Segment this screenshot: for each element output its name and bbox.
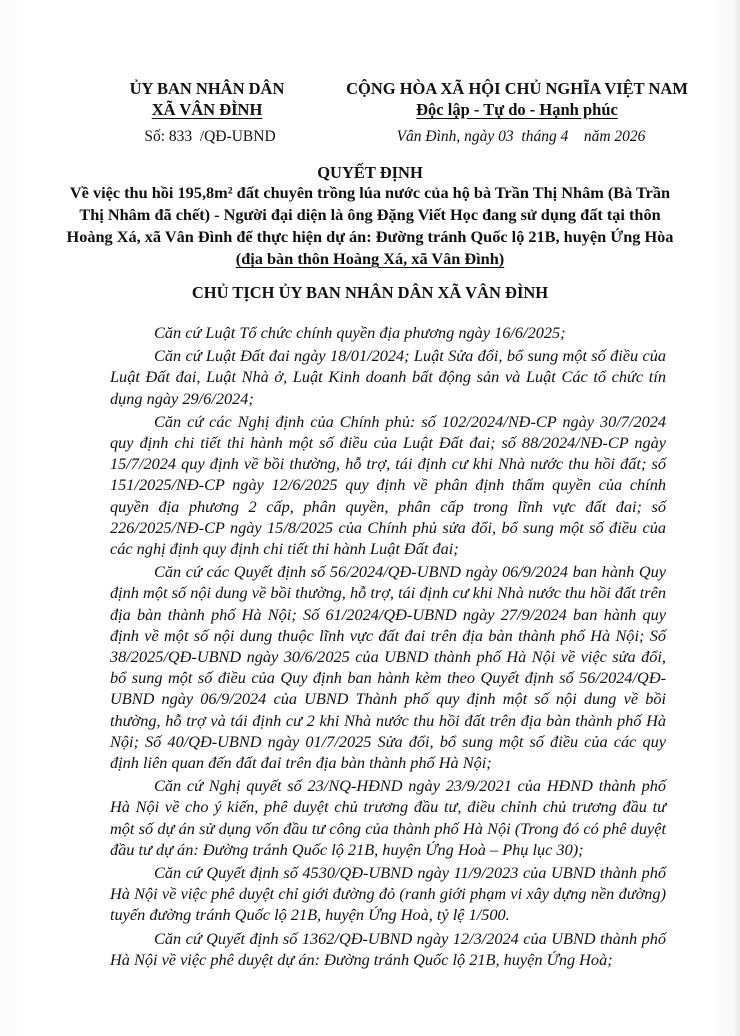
subject-location-note: (địa bàn thôn Hoàng Xá, xã Vân Đình) [235,249,505,268]
issuing-authority: CHỦ TỊCH ỦY BAN NHÂN DÂN XÃ VÂN ĐÌNH [191,283,549,302]
agency-line-2: XÃ VÂN ĐÌNH [151,100,263,119]
country-name: CỘNG HÒA XÃ HỘI CHỦ NGHĨA VIỆT NAM [346,79,688,98]
document-title: QUYẾT ĐỊNH [317,163,423,182]
legal-basis-paragraph: Căn cứ các Nghị định của Chính phủ: số 102/2024/NĐ-CP ngày 30/7/2024 quy định chi tiết thi hành một số điều của Luật Đất đai; số 88/2024/NĐ-CP ngày 15/7/2024 quy định về bồi thường, hỗ trợ, tái định cư khi Nhà nước thu hồi đất; số 151/2025/NĐ-CP ngày 12/6/2025 quy định về phân định thẩm quyền của chính quyền địa phương 2 cấp, phân quyền, phân cấp trong lĩnh vực đất đai; số 226/2025/NĐ-CP ngày 15/8/2025 của Chính phủ sửa đổi, bổ sung một số điều của các nghị định quy định chi tiết thi hành Luật Đất đai; [110,411,666,559]
document-number: Số: 833 /QĐ-UBND [144,128,276,145]
legal-basis-paragraph: Căn cứ Luật Đất đai ngày 18/01/2024; Luật Sửa đổi, bổ sung một số điều của Luật Đất đai, Luật Nhà ở, Luật Kinh doanh bất động sản và Luật Các tổ chức tín dụng ngày 29/6/2024; [110,346,666,408]
legal-basis-paragraph: Căn cứ các Quyết định số 56/2024/QĐ-UBND ngày 06/9/2024 ban hành Quy định một số nội dung về bồi thường, hỗ trợ, tái định cư khi Nhà nước thu hồi đất trên địa bàn thành phố Hà Nội; Số 61/2024/QĐ-UBND ngày 27/9/2024 ban hành quy định về một số nội dung thuộc lĩnh vực đất đai trên địa bàn thành phố Hà Nội; Số 38/2025/QĐ-UBND ngày 30/6/2025 của UBND thành phố Hà Nội về việc sửa đổi, bổ sung một số điều của Quy định ban hành kèm theo Quyết định số 56/2024/QĐ-UBND ngày 06/9/2024 của UBND Thành phố quy định một số nội dung về bồi thường, hỗ trợ và tái định cư 2 khi Nhà nước thu hồi đất trên địa bàn thành phố Hà Nội; Số 40/QĐ-UBND ngày 01/7/2025 Sửa đổi, bổ sung một số điều của các quy định liên quan đến đất đai trên địa bàn thành phố Hà Nội; [110,562,666,773]
legal-basis-paragraph: Căn cứ Quyết định số 1362/QĐ-UBND ngày 12/3/2024 của UBND thành phố Hà Nội về việc phê duyệt dự án: Đường tránh Quốc lộ 21B, huyện Ứng Hoà; [110,928,666,969]
subject-text: Về việc thu hồi 195,8m² đất chuyên trồng lúa nước của hộ bà Trần Thị Nhâm (Bà Trần Thị Nhâm đã chết) - Người đại diện là ông Đặng Viết Học đang sử dụng đất tại thôn Hoàng Xá, xã Vân Đình để thực hiện dự án: Đường tránh Quốc lộ 21B, huyện Ứng Hòa [66,183,674,246]
legal-basis-section [110,322,666,972]
document-subject [60,182,680,270]
national-heading [318,78,716,120]
legal-basis-paragraph: Căn cứ Nghị quyết số 23/NQ-HĐND ngày 23/9/2021 của HĐND thành phố Hà Nội về cho ý kiến, phê duyệt chủ trương đầu tư, điều chỉnh chủ trương đầu tư một số dự án sử dụng vốn đầu tư công của thành phố Hà Nội (Trong đó có phê duyệt đầu tư dự án: Đường tránh Quốc lộ 21B, huyện Ứng Hoà – Phụ lục 30); [110,776,666,859]
document-date: Vân Đình, ngày 03 tháng 4 năm 2026 [396,128,646,145]
issuing-agency [92,78,322,120]
legal-basis-paragraph: Căn cứ Luật Tổ chức chính quyền địa phương ngày 16/6/2025; [154,323,566,342]
legal-basis-paragraph: Căn cứ Quyết định số 4530/QĐ-UBND ngày 11/9/2023 của UBND thành phố Hà Nội về việc phê duyệt chỉ giới đường đỏ (ranh giới phạm vi xây dựng nền đường) tuyến đường tránh Quốc lộ 21B, huyện Ứng Hoà, tỷ lệ 1/500. [110,863,666,925]
agency-line-1: ỦY BAN NHÂN DÂN [129,79,285,98]
national-motto: Độc lập - Tự do - Hạnh phúc [416,100,618,119]
page-edge-shadow [734,0,740,1036]
